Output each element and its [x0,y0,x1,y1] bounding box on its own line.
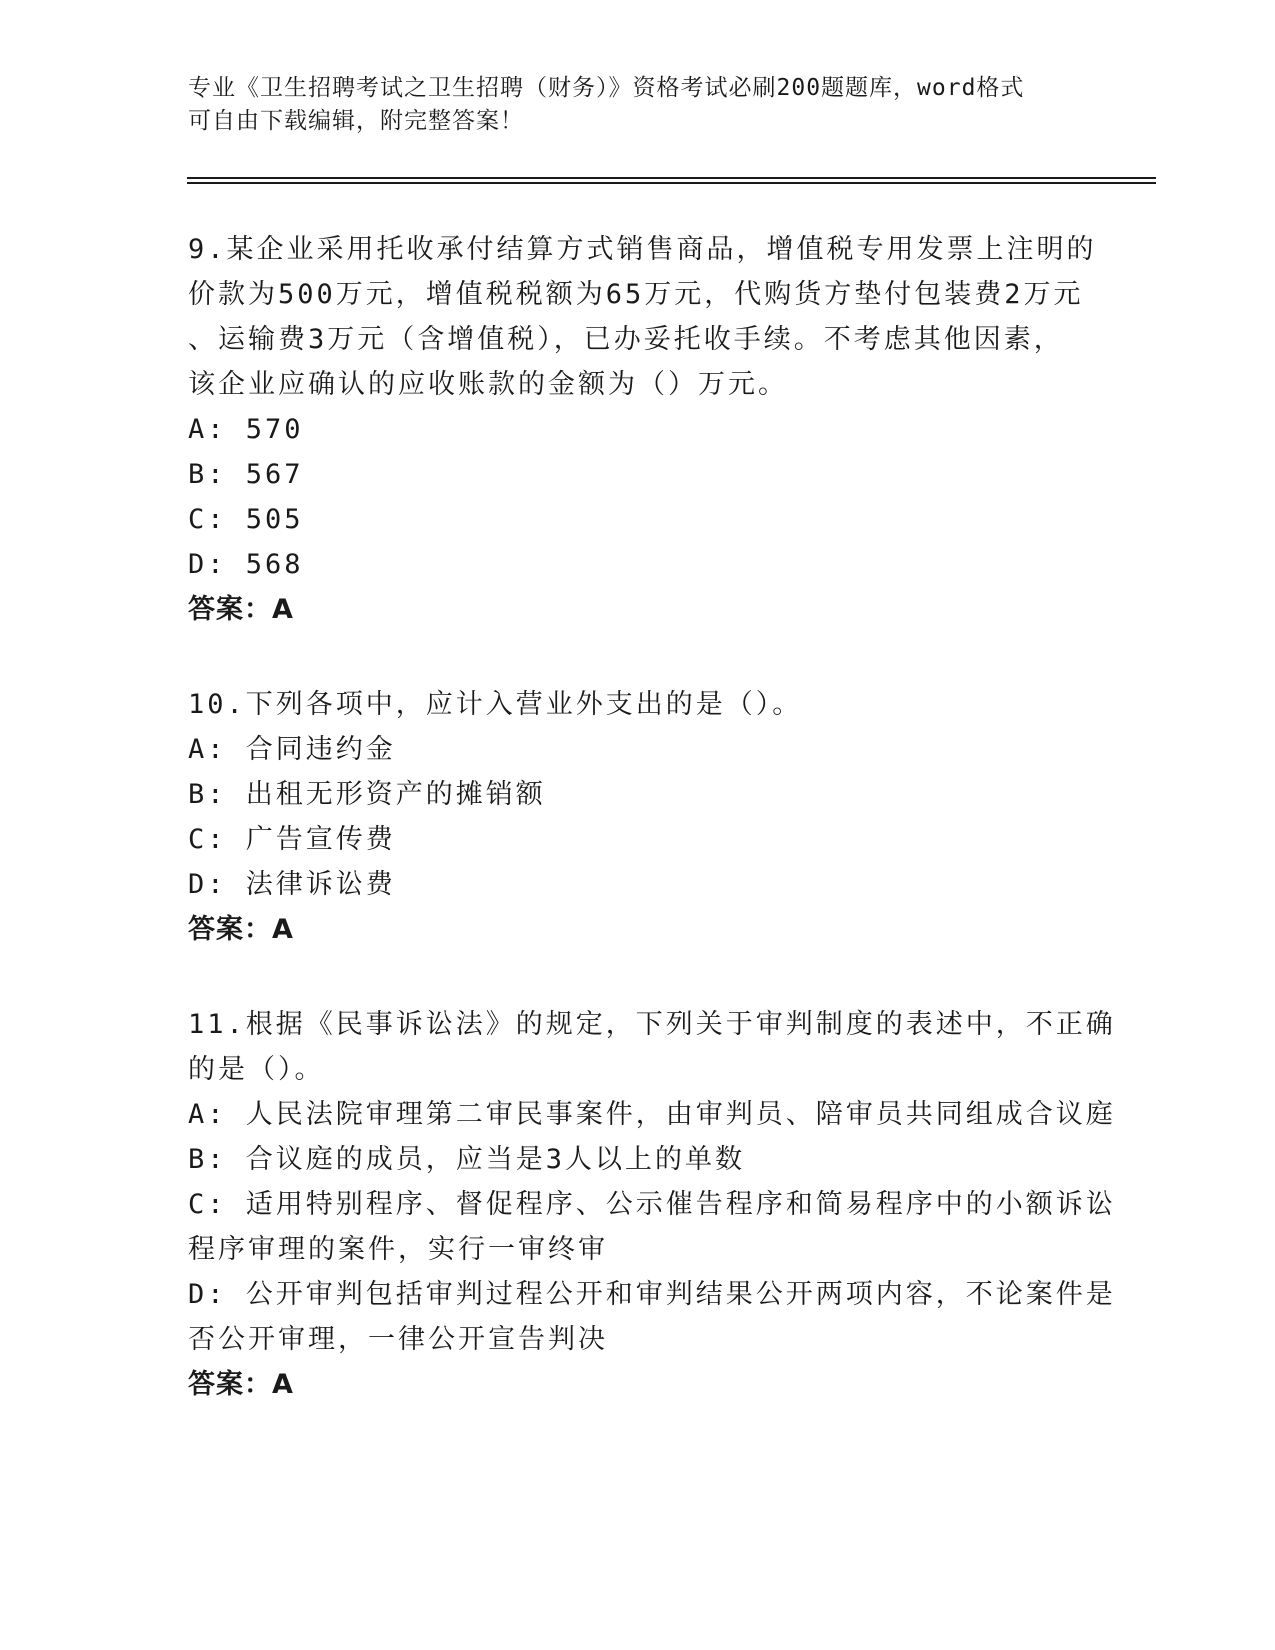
header-divider-top [187,177,1156,179]
question-9-option-c: C: 505 [188,504,304,535]
question-11-option-d-line-2: 否公开审理，一律公开宣告判决 [188,1324,608,1355]
question-9-option-b: B: 567 [188,459,304,490]
header-divider-bottom [187,182,1156,184]
question-9-option-a: A: 570 [188,414,304,445]
question-11-option-d-line-1: D: 公开审判包括审判过程公开和审判结果公开两项内容，不论案件是 [188,1279,1116,1310]
question-11-answer: 答案：A [188,1369,294,1400]
question-9-stem-line-1: 9.某企业采用托收承付结算方式销售商品，增值税专用发票上注明的 [188,234,1097,265]
question-10-stem-line-1: 10.下列各项中，应计入营业外支出的是（）。 [188,689,803,720]
question-9-stem-line-3: 、运输费3万元（含增值税），已办妥托收手续。不考虑其他因素， [188,324,1064,355]
question-10-option-c: C: 广告宣传费 [188,824,396,855]
question-10-option-d: D: 法律诉讼费 [188,869,396,900]
question-11-option-a: A: 人民法院审理第二审民事案件，由审判员、陪审员共同组成合议庭 [188,1099,1116,1130]
question-9-stem-line-4: 该企业应确认的应收账款的金额为（）万元。 [188,369,788,400]
question-11-option-c-line-2: 程序审理的案件，实行一审终审 [188,1234,608,1265]
question-11-option-c-line-1: C: 适用特别程序、督促程序、公示催告程序和简易程序中的小额诉讼 [188,1189,1116,1220]
question-9-stem-line-2: 价款为500万元，增值税税额为65万元，代购货方垫付包装费2万元 [188,279,1084,310]
document-header [188,72,1088,138]
question-9-answer: 答案：A [188,594,294,625]
question-9-option-d: D: 568 [188,549,304,580]
header-line-1: 专业《卫生招聘考试之卫生招聘（财务）》资格考试必刷200题题库，word格式 [188,75,1025,101]
question-10-option-a: A: 合同违约金 [188,734,396,765]
header-line-2: 可自由下载编辑，附完整答案！ [188,108,524,134]
question-10-option-b: B: 出租无形资产的摊销额 [188,779,546,810]
question-11-option-b: B: 合议庭的成员，应当是3人以上的单数 [188,1144,746,1175]
question-10-answer: 答案：A [188,914,294,945]
question-11-stem-line-2: 的是（）。 [188,1054,325,1085]
question-11-stem-line-1: 11.根据《民事诉讼法》的规定，下列关于审判制度的表述中，不正确 [188,1009,1116,1040]
